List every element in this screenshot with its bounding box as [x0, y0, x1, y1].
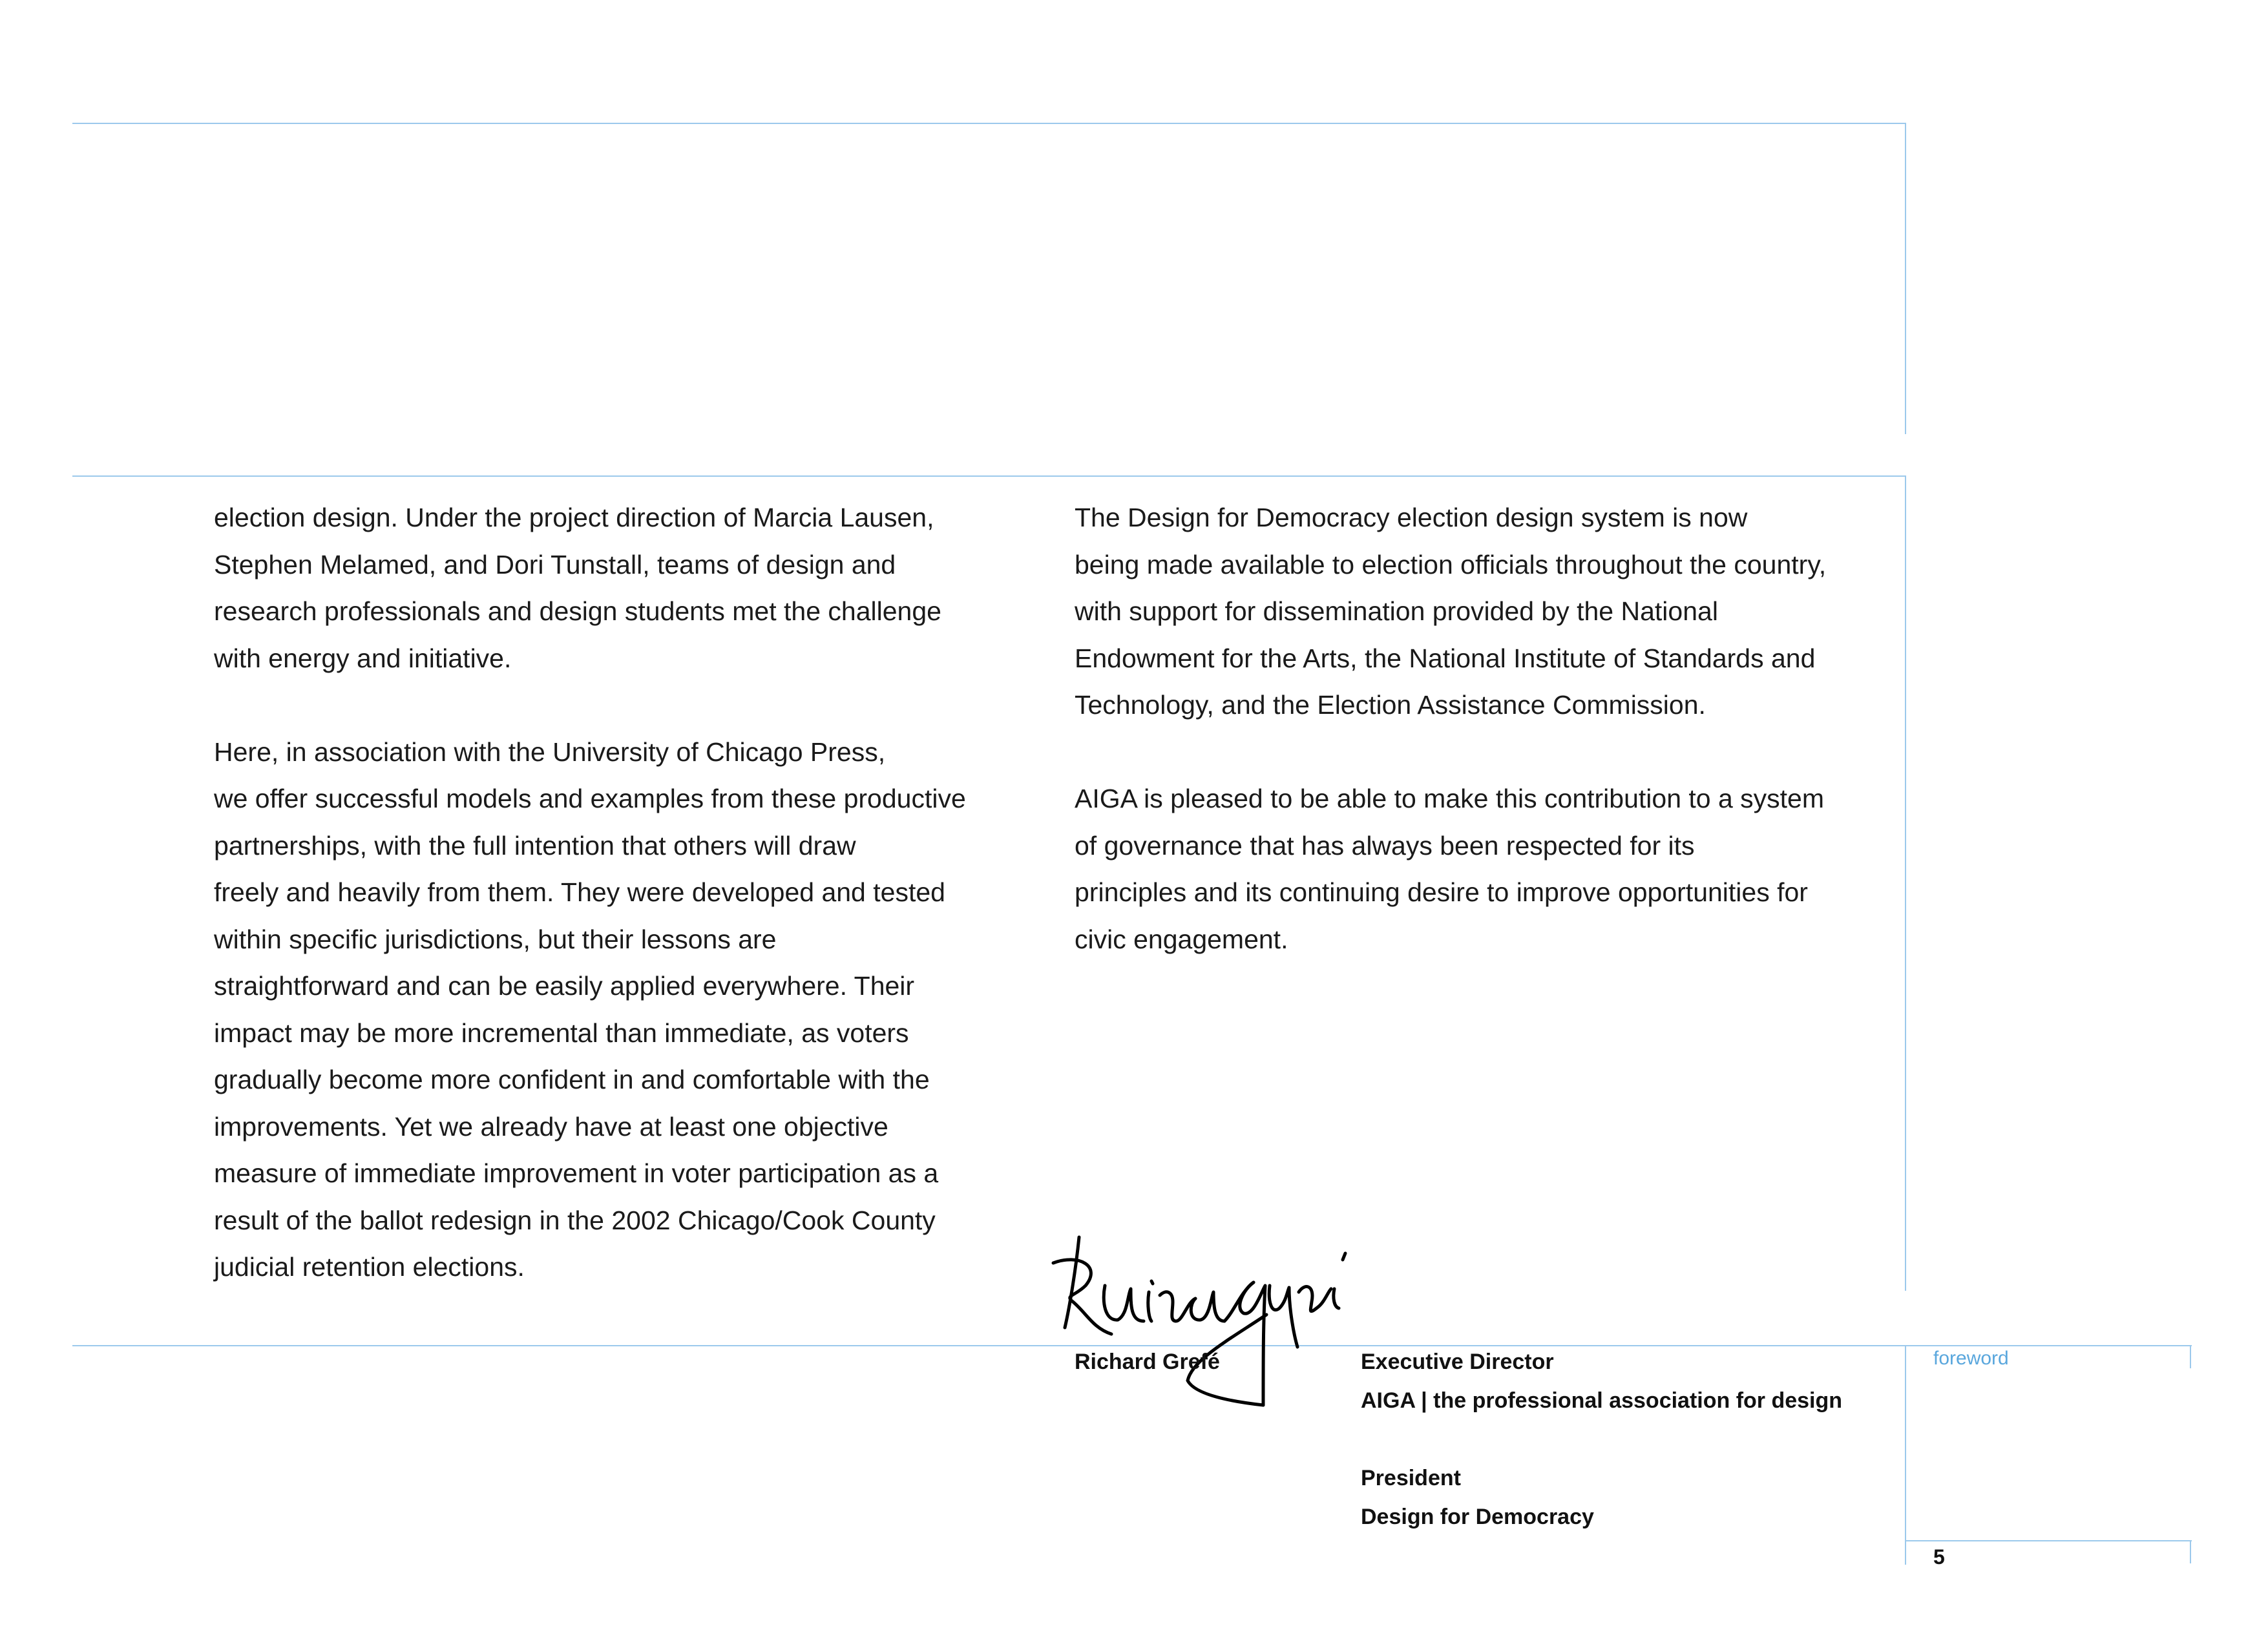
- upper-text-rule: [72, 475, 1906, 477]
- left-p2-line-7: impact may be more incremental than immediate, as voters: [214, 1018, 909, 1048]
- left-p1-line-1: election design. Under the project direction of Marcia Lausen,: [214, 503, 934, 532]
- signature-name-block: [1075, 1342, 1220, 1381]
- left-p2-line-2: we offer successful models and examples from these productive: [214, 784, 966, 813]
- right-p1-line-2: being made available to election officials throughout the country,: [1075, 549, 1827, 579]
- right-p1-line-3: with support for dissemination provided by the National: [1075, 596, 1718, 626]
- page-number-rule: [1905, 1540, 2192, 1541]
- right-p2-line-1: AIGA is pleased to be able to make this contribution to a system: [1075, 784, 1825, 813]
- left-text-column: [214, 494, 966, 1291]
- top-rule: [72, 123, 1906, 124]
- org-aiga: AIGA | the professional association for design: [1361, 1388, 1843, 1413]
- section-label: foreword: [1933, 1348, 2009, 1369]
- margin-tick-upper: [2190, 1345, 2191, 1368]
- org-design-for-democracy: Design for Democracy: [1361, 1505, 1594, 1529]
- right-p2-line-4: civic engagement.: [1075, 924, 1288, 954]
- left-p1-line-4: with energy and initiative.: [214, 643, 512, 673]
- left-p2-line-12: judicial retention elections.: [214, 1252, 525, 1282]
- right-text-column: [1075, 494, 1826, 963]
- left-p2-line-3: partnerships, with the full intention that others will draw: [214, 830, 856, 861]
- left-p1-line-3: research professionals and design students met the challenge: [214, 596, 941, 626]
- footer-right-rule: [1905, 1345, 1906, 1565]
- signature-image: [1040, 1231, 1402, 1431]
- left-p2-line-9: improvements. Yet we already have at least one objective: [214, 1111, 888, 1142]
- text-area-right-rule: [1905, 475, 1906, 1291]
- right-p2-line-3: principles and its continuing desire to improve opportunities for: [1075, 877, 1808, 907]
- page-number: 5: [1933, 1545, 1945, 1569]
- right-p1-line-1: The Design for Democracy election design system is now: [1075, 503, 1748, 532]
- left-p2-line-10: measure of immediate improvement in voter participation as a: [214, 1158, 939, 1188]
- right-p1-line-4: Endowment for the Arts, the National Institute of Standards and: [1075, 643, 1816, 673]
- left-p2-line-6: straightforward and can be easily applied everywhere. Their: [214, 971, 915, 1001]
- margin-tick-lower: [2190, 1540, 2191, 1563]
- left-p2-line-4: freely and heavily from them. They were developed and tested: [214, 877, 945, 907]
- title-president: President: [1361, 1466, 1461, 1490]
- signatory-name: Richard Grefé: [1075, 1350, 1220, 1374]
- left-p1-line-2: Stephen Melamed, and Dori Tunstall, teams of design and: [214, 549, 896, 579]
- top-box-right-rule: [1905, 123, 1906, 434]
- left-p2-line-11: result of the ballot redesign in the 2002 Chicago/Cook County: [214, 1205, 936, 1235]
- title-executive-director: Executive Director: [1361, 1350, 1554, 1374]
- left-p2-line-5: within specific jurisdictions, but their lessons are: [214, 924, 777, 954]
- signatory-titles: [1361, 1342, 1842, 1536]
- right-p2-line-2: of governance that has always been respected for its: [1075, 830, 1695, 861]
- left-p2-line-1: Here, in association with the University of Chicago Press,: [214, 736, 886, 767]
- left-p2-line-8: gradually become more confident in and comfortable with the: [214, 1065, 930, 1094]
- right-p1-line-5: Technology, and the Election Assistance Commission.: [1075, 690, 1706, 720]
